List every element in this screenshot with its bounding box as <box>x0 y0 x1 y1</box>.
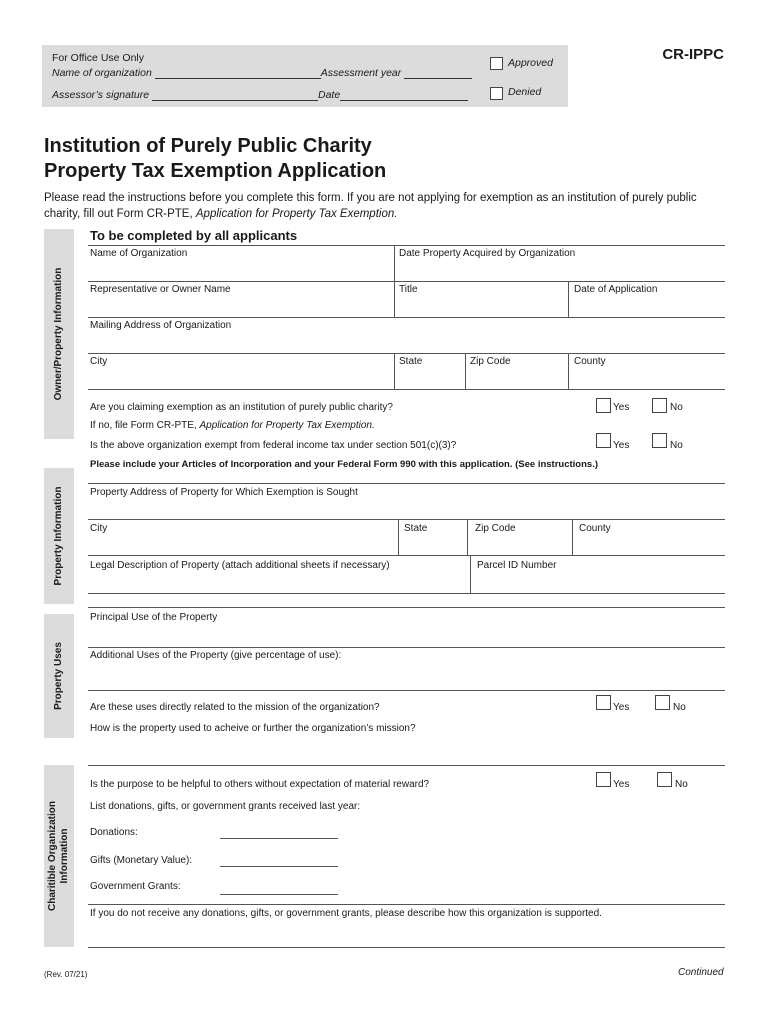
rule <box>88 947 725 948</box>
q-ippc-note <box>90 420 375 431</box>
assessor-signature-line[interactable] <box>152 90 318 101</box>
assessment-year-label: Assessment year <box>320 67 402 79</box>
gifts-label: Gifts (Monetary Value): <box>90 855 193 866</box>
q-501c3-label: Is the above organization exempt from federal income tax under section 501(c)(3)? <box>90 440 457 451</box>
rule <box>88 483 725 484</box>
page-title <box>44 134 386 184</box>
q-501c3-yes-checkbox[interactable] <box>596 433 611 448</box>
sidebar-property-label: Property Information <box>53 486 64 586</box>
org-name-line[interactable] <box>155 68 321 79</box>
q-purpose-no-checkbox[interactable] <box>657 772 672 787</box>
q-related-label: Are these uses directly related to the mission of the organization? <box>90 702 380 713</box>
additional-uses-label: Additional Uses of the Property (give percentage of use): <box>90 650 342 661</box>
divider <box>568 281 569 317</box>
q-related-yes-label: Yes <box>613 702 630 713</box>
q-ippc-note-italic: Application for Property Tax Exemption. <box>199 420 375 431</box>
rule <box>88 389 725 390</box>
title-line-1: Institution of Purely Public Charity <box>44 135 372 157</box>
rule <box>88 607 725 608</box>
divider <box>394 281 395 317</box>
q-related-no-checkbox[interactable] <box>655 695 670 710</box>
q-ippc-yes-checkbox[interactable] <box>596 398 611 413</box>
org-name-label: Name of organization <box>52 67 152 79</box>
rule <box>88 245 725 246</box>
rep-name-label: Representative or Owner Name <box>90 284 231 295</box>
date-acquired-label: Date Property Acquired by Organization <box>399 248 576 259</box>
q-501c3-no-checkbox[interactable] <box>652 433 667 448</box>
revision-date: (Rev. 07/21) <box>44 970 88 979</box>
q-501c3-no-label: No <box>670 440 683 451</box>
title-label: Title <box>399 284 418 295</box>
approved-label: Approved <box>508 57 553 69</box>
rule <box>88 690 725 691</box>
q-related-yes-checkbox[interactable] <box>596 695 611 710</box>
mailing-label: Mailing Address of Organization <box>90 320 232 331</box>
office-use-header: For Office Use Only <box>52 52 144 64</box>
sidebar-uses-label: Property Uses <box>53 642 64 710</box>
form-code: CR-IPPC <box>662 46 724 63</box>
support-label: If you do not receive any donations, gifts, or government grants, please describe how this organization is supported. <box>90 908 602 919</box>
grants-label: Government Grants: <box>90 881 181 892</box>
owner-zip-label: Zip Code <box>470 356 511 367</box>
divider <box>568 353 569 389</box>
intro-italic: Application for Property Tax Exemption. <box>195 208 398 220</box>
sidebar-charitable-label: Charitible Organization Information <box>47 801 70 912</box>
title-line-2: Property Tax Exemption Application <box>44 160 387 182</box>
property-address-label: Property Address of Property for Which Exemption is Sought <box>90 487 358 498</box>
q-how-label: How is the property used to acheive or further the organization’s mission? <box>90 723 416 734</box>
rule <box>88 904 725 905</box>
date-app-label: Date of Application <box>574 284 658 295</box>
sidebar-charitable <box>44 765 74 947</box>
attachments-notice: Please include your Articles of Incorporation and your Federal Form 990 with this application. (See instructions.) <box>90 459 598 470</box>
q-ippc-no-checkbox[interactable] <box>652 398 667 413</box>
divider <box>572 519 573 555</box>
rule <box>88 593 725 594</box>
property-state-label: State <box>404 523 428 534</box>
rule <box>88 647 725 648</box>
section-heading: To be completed by all applicants <box>90 228 298 243</box>
owner-county-label: County <box>574 356 606 367</box>
gifts-line[interactable] <box>220 866 338 867</box>
q-ippc-no-label: No <box>670 402 683 413</box>
q-purpose-yes-checkbox[interactable] <box>596 772 611 787</box>
owner-city-label: City <box>90 356 108 367</box>
continued-label: Continued <box>678 967 724 978</box>
intro-text: Please read the instructions before you complete this form. If you are not applying for exemption as an institution of purely public charity, fill out Form CR-PTE, <box>44 192 697 220</box>
divider <box>398 519 399 555</box>
approved-checkbox[interactable] <box>490 57 503 70</box>
owner-state-label: State <box>399 356 423 367</box>
sidebar-owner <box>44 229 74 439</box>
rule <box>88 555 725 556</box>
donations-label: Donations: <box>90 827 138 838</box>
office-use-box <box>42 45 568 107</box>
legal-desc-label: Legal Description of Property (attach additional sheets if necessary) <box>90 560 390 571</box>
rule <box>88 519 725 520</box>
q-purpose-yes-label: Yes <box>613 779 630 790</box>
sidebar-owner-label: Owner/Property Information <box>53 267 64 401</box>
q-ippc-yes-label: Yes <box>613 402 630 413</box>
divider <box>394 353 395 389</box>
q-related-no-label: No <box>673 702 686 713</box>
sidebar-uses <box>44 614 74 738</box>
grants-line[interactable] <box>220 894 338 895</box>
q-501c3-yes-label: Yes <box>613 440 630 451</box>
denied-checkbox[interactable] <box>490 87 503 100</box>
sidebar-property <box>44 468 74 604</box>
divider <box>470 555 471 593</box>
rule <box>88 353 725 354</box>
q-purpose-no-label: No <box>675 779 688 790</box>
property-zip-label: Zip Code <box>475 523 516 534</box>
divider <box>467 519 468 555</box>
q-ippc-label: Are you claiming exemption as an institution of purely public charity? <box>90 402 393 413</box>
rule <box>88 281 725 282</box>
intro-paragraph <box>44 190 734 222</box>
parcel-id-label: Parcel ID Number <box>477 560 557 571</box>
divider <box>394 245 395 281</box>
property-county-label: County <box>579 523 611 534</box>
list-grants-label: List donations, gifts, or government grants received last year: <box>90 801 361 812</box>
property-city-label: City <box>90 523 108 534</box>
assessment-year-line[interactable] <box>404 68 472 79</box>
rule <box>88 317 725 318</box>
office-date-label: Date <box>318 89 341 101</box>
donations-line[interactable] <box>220 838 338 839</box>
q-purpose-label: Is the purpose to be helpful to others without expectation of material reward? <box>90 779 430 790</box>
q-ippc-note-text: If no, file Form CR-PTE, <box>90 420 200 431</box>
name-org-label: Name of Organization <box>90 248 188 259</box>
assessor-signature-label: Assessor’s signature <box>52 89 150 101</box>
office-date-line[interactable] <box>340 90 468 101</box>
divider <box>465 353 466 389</box>
rule <box>88 765 725 766</box>
denied-label: Denied <box>508 86 542 98</box>
principal-use-label: Principal Use of the Property <box>90 612 218 623</box>
